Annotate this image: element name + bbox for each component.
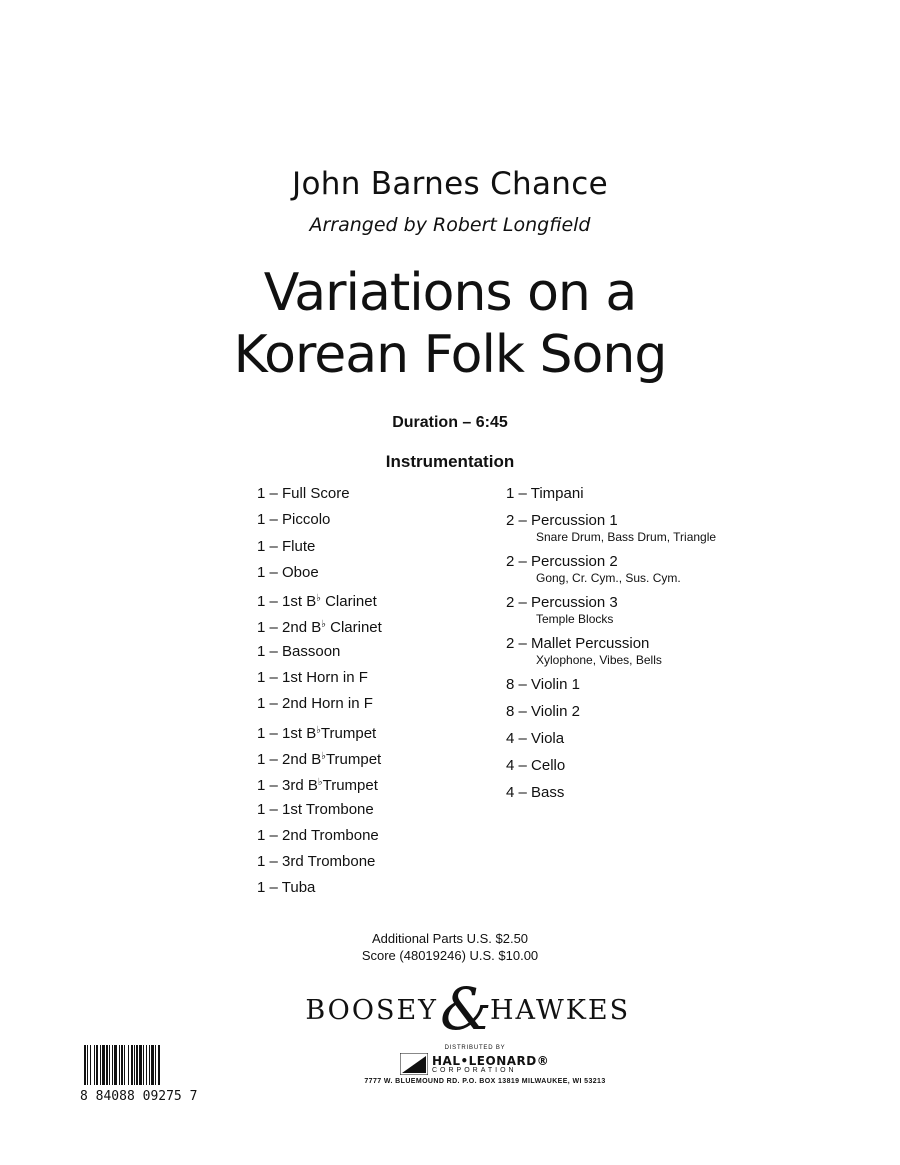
instrument-label: 1 – 2nd Trombone bbox=[257, 826, 379, 844]
flat-sign: ♭ bbox=[316, 593, 321, 605]
instrument-item bbox=[257, 643, 382, 669]
instrument-label: 1 – 2nd B bbox=[257, 619, 322, 637]
instrument-item bbox=[257, 485, 382, 511]
hal-leonard-logo-icon bbox=[400, 1053, 428, 1075]
barcode-digits: 8 84088 09275 7 bbox=[80, 1089, 198, 1104]
instrument-label: 1 – Tuba bbox=[257, 879, 316, 897]
instrument-label: 1 – Oboe bbox=[257, 563, 319, 581]
instrument-label: 1 – 1st B bbox=[257, 593, 317, 611]
barcode-bars-icon bbox=[80, 1045, 204, 1089]
instrument-label: 1 – Flute bbox=[257, 537, 316, 555]
score-price: Score (48019246) U.S. $10.00 bbox=[361, 948, 539, 963]
instrument-label: 4 – Cello bbox=[506, 757, 566, 774]
flat-sign: ♭ bbox=[316, 724, 321, 736]
instrument-item bbox=[506, 512, 716, 545]
flat-sign: ♭ bbox=[321, 619, 326, 631]
instrument-detail: Temple Blocks bbox=[536, 612, 614, 626]
flat-sign: ♭ bbox=[321, 750, 326, 762]
instrument-label-suffix: Trumpet bbox=[320, 724, 377, 742]
instrument-label: 2 – Percussion 2 bbox=[506, 553, 618, 570]
instrument-item bbox=[506, 635, 716, 668]
instrument-item bbox=[257, 774, 382, 800]
instrument-label: 4 – Bass bbox=[506, 784, 565, 801]
barcode bbox=[80, 1045, 204, 1105]
instrument-label: 1 – Full Score bbox=[257, 485, 350, 502]
instrument-label: 1 – 1st B bbox=[257, 724, 317, 742]
instrument-list-right bbox=[506, 485, 716, 811]
instrument-label: 1 – Timpani bbox=[506, 485, 584, 502]
instrument-item bbox=[506, 676, 716, 694]
arranger-credit: Arranged by Robert Longfield bbox=[309, 214, 591, 236]
instrument-detail: Xylophone, Vibes, Bells bbox=[536, 653, 662, 667]
instrument-label-suffix: Trumpet bbox=[325, 750, 382, 768]
publisher-logo bbox=[0, 983, 900, 1041]
additional-parts-price: Additional Parts U.S. $2.50 bbox=[371, 931, 529, 946]
instrument-label: 8 – Violin 1 bbox=[506, 676, 580, 693]
instrument-label-suffix: Trumpet bbox=[322, 777, 378, 795]
publisher-name-left: BOOSEY bbox=[305, 995, 438, 1026]
instrument-label: 8 – Violin 2 bbox=[506, 703, 580, 720]
instrument-label: 1 – 1st Trombone bbox=[257, 800, 374, 818]
instrument-label-suffix: Clarinet bbox=[320, 593, 377, 611]
instrument-item bbox=[257, 511, 382, 537]
instrumentation-heading: Instrumentation bbox=[385, 452, 515, 471]
instrument-item bbox=[257, 827, 382, 853]
instrument-label: 2 – Mallet Percussion bbox=[506, 635, 650, 652]
distributor-corporation: CORPORATION bbox=[432, 1067, 517, 1074]
distributor-name: HAL•LEONARD® bbox=[432, 1054, 550, 1068]
title-line-1: Variations on a bbox=[263, 263, 637, 323]
instrument-item bbox=[257, 669, 382, 695]
instrument-item bbox=[506, 784, 716, 802]
composer-name: John Barnes Chance bbox=[292, 166, 608, 202]
price-info bbox=[0, 930, 900, 964]
instrument-label: 1 – 3rd Trombone bbox=[257, 853, 376, 871]
instrument-label: 2 – Percussion 1 bbox=[506, 512, 618, 529]
svg-text:&: & bbox=[440, 983, 492, 1041]
instrument-item bbox=[506, 553, 716, 586]
instrument-label: 1 – 3rd B bbox=[257, 777, 318, 795]
instrument-item bbox=[257, 748, 382, 774]
instrument-label: 1 – 1st Horn in F bbox=[257, 669, 368, 687]
instrument-item bbox=[257, 538, 382, 564]
instrument-item bbox=[506, 757, 716, 775]
page-title bbox=[0, 262, 900, 386]
instrument-item bbox=[506, 730, 716, 748]
instrument-item bbox=[257, 616, 382, 642]
distributor-address: 7777 W. BLUEMOUND RD. P.O. BOX 13819 MILWAUKEE, WI 53213 bbox=[364, 1078, 606, 1085]
instrument-item bbox=[257, 853, 382, 879]
instrument-item bbox=[257, 564, 382, 590]
instrument-item bbox=[257, 722, 382, 748]
instrument-item bbox=[257, 879, 382, 905]
distributor-block bbox=[355, 1045, 615, 1085]
instrument-label: 1 – Bassoon bbox=[257, 642, 341, 660]
ampersand-icon bbox=[440, 983, 492, 1041]
instrument-label: 1 – 2nd Horn in F bbox=[257, 695, 373, 713]
instrument-item bbox=[506, 703, 716, 721]
title-line-2: Korean Folk Song bbox=[233, 325, 667, 385]
instrument-item bbox=[257, 801, 382, 827]
flat-sign: ♭ bbox=[317, 777, 323, 789]
instrument-label: 4 – Viola bbox=[506, 730, 565, 747]
duration: Duration – 6:45 bbox=[392, 414, 508, 431]
instrument-item bbox=[257, 590, 382, 616]
instrument-label: 1 – 2nd B bbox=[257, 750, 322, 768]
instrument-item bbox=[506, 485, 716, 503]
instrument-item bbox=[506, 594, 716, 627]
instrument-label: 1 – Piccolo bbox=[257, 511, 331, 529]
instrument-list-left bbox=[257, 485, 382, 906]
instrument-label-suffix: Clarinet bbox=[325, 619, 382, 637]
instrument-detail: Snare Drum, Bass Drum, Triangle bbox=[536, 530, 717, 544]
instrument-item bbox=[257, 695, 382, 721]
instrument-label: 2 – Percussion 3 bbox=[506, 594, 618, 611]
instrument-detail: Gong, Cr. Cym., Sus. Cym. bbox=[536, 571, 681, 585]
publisher-name-right: HAWKES bbox=[490, 995, 631, 1026]
distributed-by-label: DISTRIBUTED BY bbox=[444, 1045, 506, 1051]
